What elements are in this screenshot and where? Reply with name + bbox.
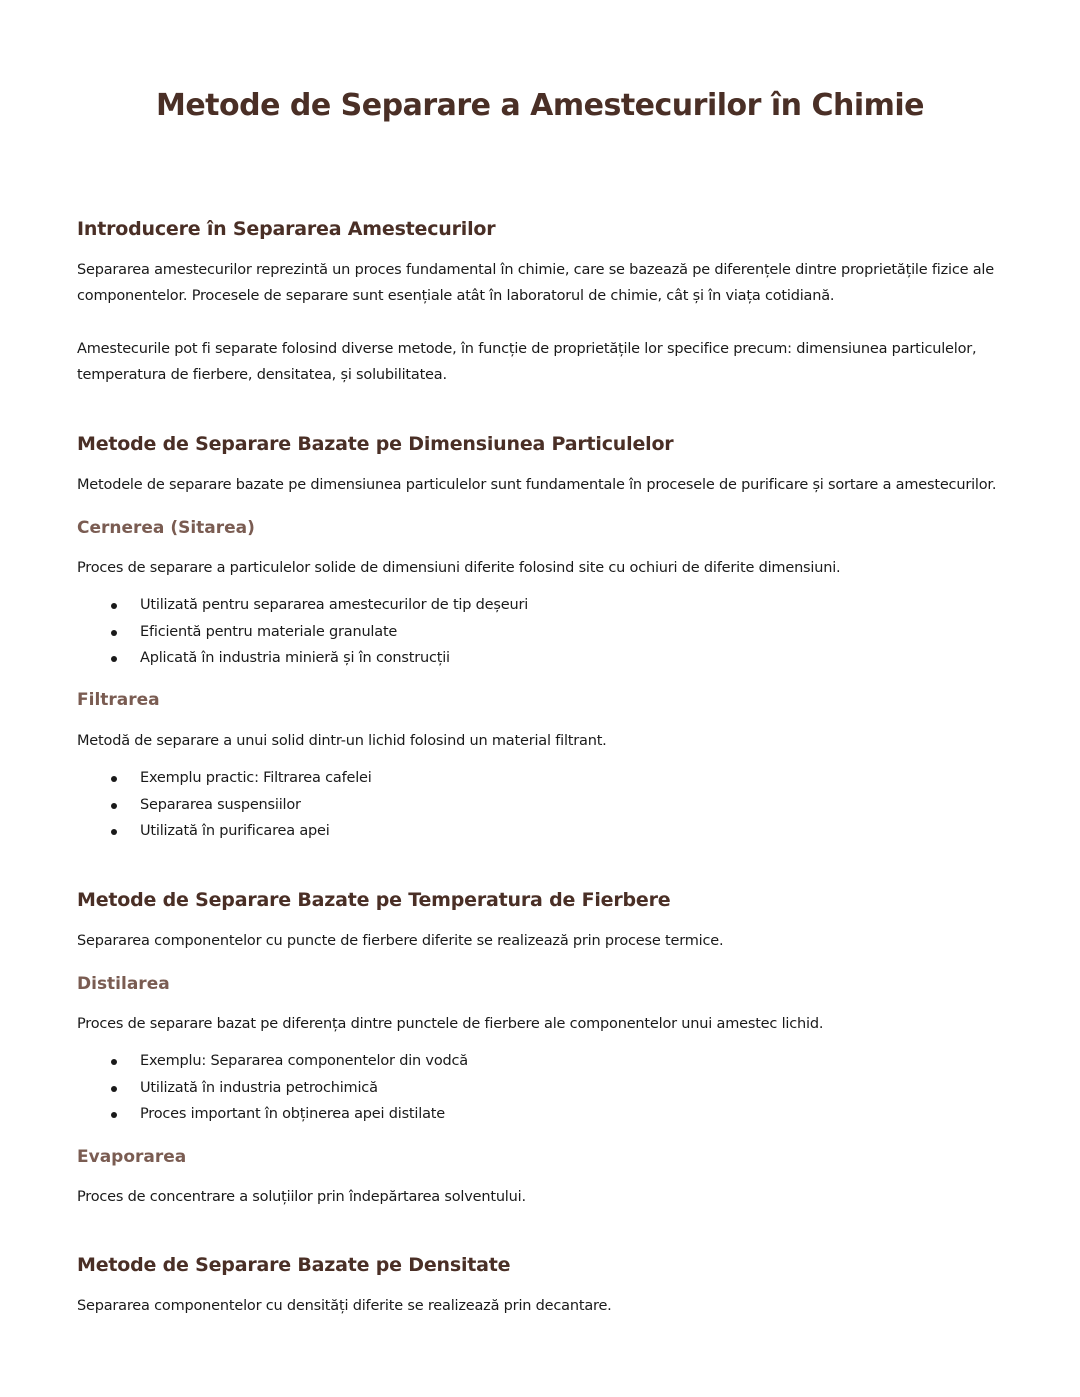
section-heading-density: Metode de Separare Bazate pe Densitate <box>77 1254 511 1276</box>
bullet-icon <box>111 829 117 835</box>
bullet-icon <box>111 630 117 636</box>
intro-paragraph-2 <box>77 336 1017 388</box>
subsection-heading-filtration: Filtrarea <box>77 690 160 710</box>
sifting-paragraph <box>77 555 1017 581</box>
list-item-text: Aplicată în industria minieră și în construcții <box>140 650 450 666</box>
bullet-icon <box>111 656 117 662</box>
list-item-text: Utilizată în industria petrochimică <box>140 1079 378 1096</box>
list-item <box>77 1048 468 1075</box>
filtration-paragraph <box>77 728 1017 754</box>
subsection-heading-sifting: Cernerea (Sitarea) <box>77 518 255 538</box>
density-text: Separarea componentelor cu densități diferite se realizează prin decantare. <box>77 1298 612 1314</box>
list-item <box>77 792 372 819</box>
bullet-icon <box>111 603 117 609</box>
list-item <box>77 818 372 845</box>
list-item <box>77 619 528 646</box>
subsection-heading-distillation: Distilarea <box>77 974 170 994</box>
filtration-bullet-list <box>77 765 372 845</box>
section-intro-heading-block <box>77 218 1017 240</box>
particle-size-paragraph <box>77 472 1017 498</box>
section-heading-particle-size: Metode de Separare Bazate pe Dimensiunea Particulelor <box>77 433 674 455</box>
sifting-text: Proces de separare a particulelor solide de dimensiuni diferite folosind site cu ochiuri de diferite dimensiuni. <box>77 560 841 576</box>
bullet-icon <box>111 1112 117 1118</box>
intro-paragraph-2-line-2: temperatura de fierbere, densitatea, și solubilitatea. <box>77 367 447 383</box>
section-boiling-point-heading-block <box>77 889 1017 911</box>
section-heading-boiling-point: Metode de Separare Bazate pe Temperatura de Fierbere <box>77 889 671 911</box>
list-item-text: Utilizată pentru separarea amestecurilor de tip deșeuri <box>140 597 529 613</box>
boiling-point-paragraph <box>77 928 1017 954</box>
list-item-text: Exemplu: Separarea componentelor din vodcă <box>140 1053 468 1069</box>
distillation-paragraph <box>77 1011 1017 1037</box>
section-heading-intro: Introducere în Separarea Amestecurilor <box>77 218 496 240</box>
list-item-text: Utilizată în purificarea apei <box>140 823 330 839</box>
intro-paragraph-1 <box>77 257 1017 309</box>
section-density-heading-block <box>77 1254 1017 1276</box>
subsection-sifting-heading-block <box>77 518 1017 538</box>
section-particle-size-heading-block <box>77 433 1017 455</box>
list-item <box>77 645 528 672</box>
list-item <box>77 765 372 792</box>
page-title: Metode de Separare a Amestecurilor în Chimie <box>155 88 925 123</box>
evaporation-paragraph <box>77 1184 1017 1210</box>
bullet-icon <box>111 776 117 782</box>
list-item <box>77 592 528 619</box>
list-item <box>77 1075 468 1102</box>
distillation-text: Proces de separare bazat pe diferența dintre punctele de fierbere ale componentelor unui amestec lichid. <box>77 1016 824 1032</box>
boiling-point-text: Separarea componentelor cu puncte de fierbere diferite se realizează prin procese termice. <box>77 933 724 949</box>
list-item-text: Proces important în obținerea apei distilate <box>140 1106 445 1122</box>
list-item-text: Exemplu practic: Filtrarea cafelei <box>140 770 372 786</box>
particle-size-text: Metodele de separare bazate pe dimensiunea particulelor sunt fundamentale în procesele de purificare și sortare a amestecurilor. <box>77 477 997 493</box>
filtration-text: Metodă de separare a unui solid dintr-un lichid folosind un material filtrant. <box>77 733 607 749</box>
subsection-distillation-heading-block <box>77 974 1017 994</box>
intro-paragraph-1-line-1: Separarea amestecurilor reprezintă un proces fundamental în chimie, care se bazează pe diferențele dintre proprietățile fizice ale <box>77 262 994 278</box>
bullet-icon <box>111 1059 117 1065</box>
list-item <box>77 1101 468 1128</box>
subsection-heading-evaporation: Evaporarea <box>77 1147 187 1167</box>
intro-paragraph-2-line-1: Amestecurile pot fi separate folosind diverse metode, în funcție de proprietățile lor specifice precum: dimensiunea particulelor, <box>77 341 977 357</box>
intro-paragraph-1-line-2: componentelor. Procesele de separare sunt esențiale atât în laboratorul de chimie, cât și în viața cotidiană. <box>77 288 835 304</box>
bullet-icon <box>111 803 117 809</box>
subsection-evaporation-heading-block <box>77 1147 1017 1167</box>
evaporation-text: Proces de concentrare a soluțiilor prin îndepărtarea solventului. <box>77 1189 526 1205</box>
density-paragraph <box>77 1293 1017 1319</box>
distillation-bullet-list <box>77 1048 468 1128</box>
list-item-text: Eficientă pentru materiale granulate <box>140 623 398 640</box>
bullet-icon <box>111 1086 117 1092</box>
list-item-text: Separarea suspensiilor <box>140 796 301 813</box>
subsection-filtration-heading-block <box>77 690 1017 710</box>
sifting-bullet-list <box>77 592 528 672</box>
